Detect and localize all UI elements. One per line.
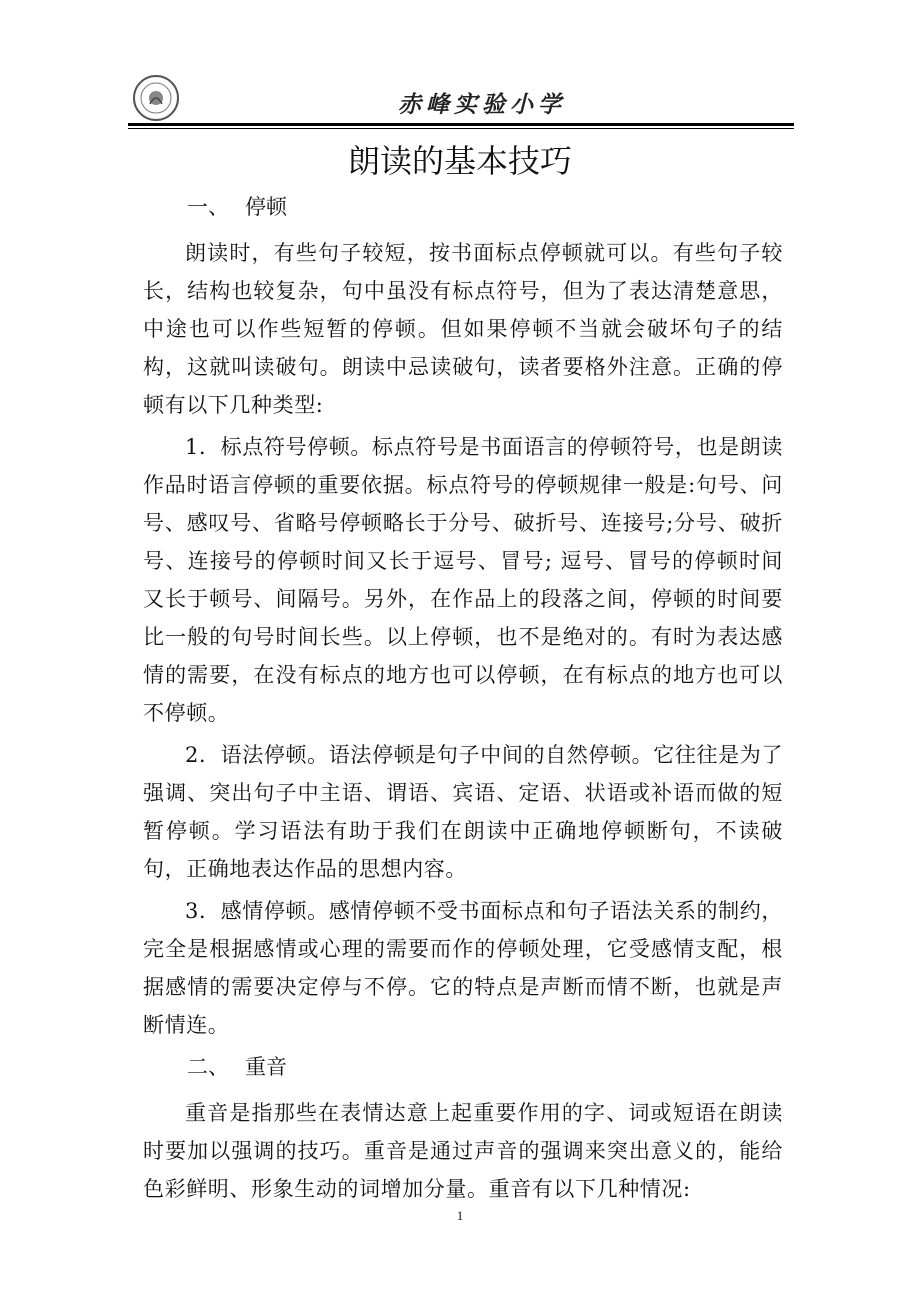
header-rule [128,123,794,126]
paragraph: 1．标点符号停顿。标点符号是书面语言的停顿符号，也是朗读作品时语言停顿的重要依据。标点符号的停顿规律一般是:句号、问号、感叹号、省略号停顿略长于分号、破折号、连接号;分号、破折号、连接号的停顿时间又长于逗号、冒号; 逗号、冒号的停顿时间又长于顿号、间隔号。另外，在作品上的段落之间，停顿的时间要比一般的句号时间长些。以上停顿，也不是绝对的。有时为表达感情的需要，在没有标点的地方也可以停顿，在有标点的地方也可以不停顿。 [143,435,783,725]
paragraph: 3．感情停顿。感情停顿不受书面标点和句子语法关系的制约，完全是根据感情或心理的需要而作的停顿处理，它受感情支配，根据感情的需要决定停与不停。它的特点是声断而情不断，也就是声断情连。 [143,899,783,1037]
header-rule-thin [128,128,794,129]
page-header [128,74,794,130]
document-body [143,188,783,1208]
page-number: 1 [456,1208,464,1223]
document-title: 朗读的基本技巧 [347,142,572,180]
section-title: 重音 [245,1055,287,1079]
paragraph: 重音是指那些在表情达意上起重要作用的字、词或短语在朗读时要加以强调的技巧。重音是通过声音的强调来突出意义的，能给色彩鲜明、形象生动的词增加分量。重音有以下几种情况: [143,1101,783,1201]
section-heading [143,1048,783,1086]
section-number: 一、 [187,195,229,219]
school-logo-icon [132,74,180,122]
paragraph: 朗读时，有些句子较短，按书面标点停顿就可以。有些句子较长，结构也较复杂，句中虽没有标点符号，但为了表达清楚意思，中途也可以作些短暂的停顿。但如果停顿不当就会破坏句子的结构，这就叫读破句。朗读中忌读破句，读者要格外注意。正确的停顿有以下几种类型: [143,241,783,417]
paragraph: 2．语法停顿。语法停顿是句子中间的自然停顿。它往往是为了强调、突出句子中主语、谓语、宾语、定语、状语或补语而做的短暂停顿。学习语法有助于我们在朗读中正确地停顿断句，不读破句，正确地表达作品的思想内容。 [143,743,783,881]
school-name: 赤峰实验小学 [398,91,566,118]
section-number: 二、 [187,1055,229,1079]
section-heading [143,188,783,226]
section-title: 停顿 [245,195,287,219]
